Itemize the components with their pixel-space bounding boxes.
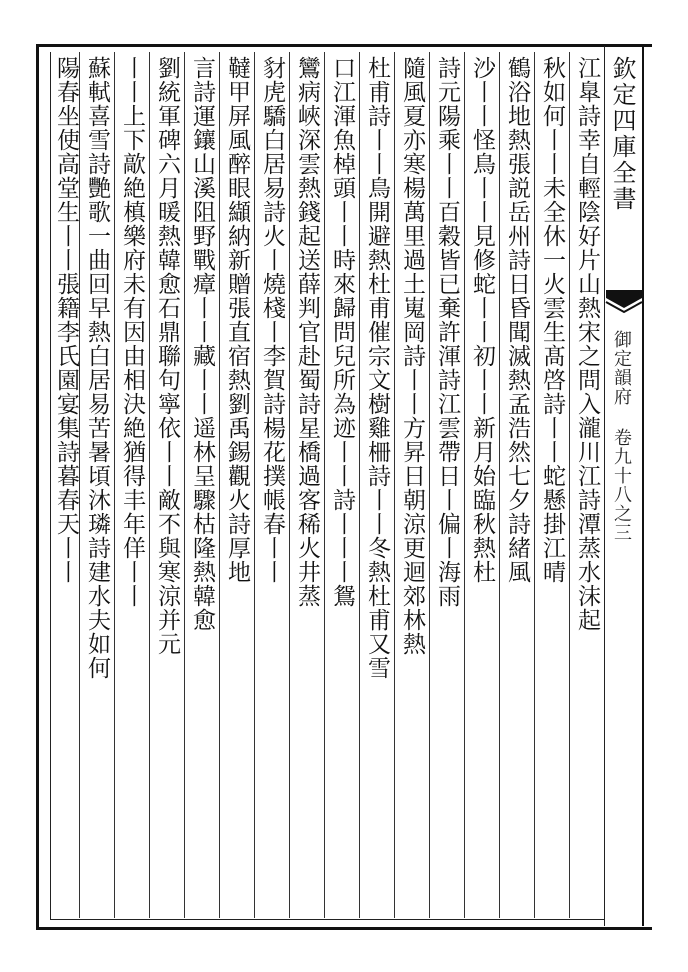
text-column: 蘇軾喜雪詩艷歌一曲回早熱白居易苦暑頃沐璘詩建水夫如何 xyxy=(84,56,110,680)
volume-label: 御定韻府 卷九十八之三 xyxy=(611,330,632,542)
text-column: 陽春坐使高堂生丨丨張籍李氏園宴集詩暮春天丨丨 xyxy=(53,56,79,584)
column-rule xyxy=(219,52,220,918)
text-column: 口江渾魚棹頭丨丨時來歸問兒所為迹丨丨詩丨丨丨鴛 xyxy=(329,56,355,608)
column-rule xyxy=(114,52,115,918)
text-column: 沙丨丨怪鳥丨丨見修蛇丨丨初丨丨新月始臨秋熱杜 xyxy=(469,56,495,584)
text-column: 韃甲屏風醉眼纈納新贈張直宿熱劉禹錫觀火詩厚地 xyxy=(224,56,250,584)
text-column: 杜甫詩丨丨鳥開避熱杜甫催宗文樹雞柵詩丨丨冬熱杜甫又雪 xyxy=(364,56,390,680)
column-rule xyxy=(569,52,570,918)
text-column: 江臯詩幸自輕陰好片山熱宋之問入瀧川江詩潭蒸水沫起 xyxy=(574,56,600,632)
text-column: 丨丨上下歊絶槙樂府未有因由相決絶猶得丰年佯丨丨 xyxy=(119,56,145,608)
text-column: 秋如何丨丨未全休一火雲生髙啓詩丨丨蛇懸掛江晴 xyxy=(539,56,565,584)
column-rule xyxy=(254,52,255,918)
text-column: 隨風夏亦寒楊萬里過土嵬岡詩丨丨方昇日朝涼更迴郊林熱 xyxy=(399,56,425,656)
text-column: 鸞病峽深雲熱錢起送薛判官赴蜀詩星橋過客稀火井蒸 xyxy=(294,56,320,608)
column-rule xyxy=(429,52,430,918)
column-rule xyxy=(499,52,500,918)
text-column: 言詩運鑲山溪阻野戰瘴丨丨藏丨丨遥林呈驟枯隆熱韓愈 xyxy=(189,56,215,632)
text-column: 豺虎驕白居易詩火丨燒棧丨李賀詩楊花撲帳春丨丨 xyxy=(259,56,285,584)
column-rule xyxy=(359,52,360,918)
column-rule xyxy=(184,52,185,918)
fishtail-mark-icon xyxy=(604,288,644,322)
column-rule xyxy=(79,52,80,918)
text-column: 劉統軍碑六月暖熱韓愈石鼎聯句寧依丨丨敵不與寒涼并元 xyxy=(154,56,180,656)
column-rule xyxy=(289,52,290,918)
column-rule xyxy=(534,52,535,918)
book-title: 欽定四庫全書 xyxy=(608,56,636,212)
column-rule xyxy=(324,52,325,918)
text-column: 鶴浴地熱張説岳州詩日昏聞滅熱孟浩然七夕詩緒風 xyxy=(504,56,530,584)
column-rule xyxy=(464,52,465,918)
text-column: 詩元陽乘丨丨百穀皆已棄許渾詩江雲帶日丨偏丨海雨 xyxy=(434,56,460,608)
column-rule xyxy=(149,52,150,918)
column-rule xyxy=(394,52,395,918)
